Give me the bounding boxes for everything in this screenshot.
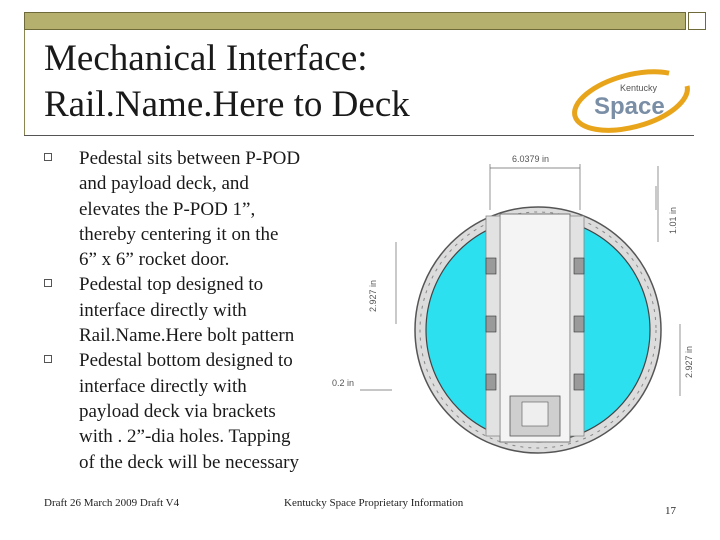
bullet-text: Pedestal sits between P-POD and payload deck, and elevates the P-POD 1”, thereby centering it on the 6” x 6” rocket door.: [79, 148, 301, 271]
logo-text-space: Space: [594, 93, 665, 120]
footer-proprietary: Kentucky Space Proprietary Information: [284, 497, 464, 509]
bullet-text: Pedestal bottom designed to interface directly with payload deck via brackets with . 2”-dia holes. Tapping of the deck will be necessary: [79, 350, 299, 473]
bullet-square-icon: [44, 279, 52, 287]
bullet-item: [44, 348, 340, 474]
mechanical-drawing: [332, 146, 694, 470]
dimension-right-top-label: 1.01 in: [668, 206, 678, 234]
logo-text-kentucky: Kentucky: [620, 83, 658, 93]
bullet-text: Pedestal top designed to interface directly with Rail.Name.Here bolt pattern: [79, 274, 295, 347]
dimension-top-label: 6.0379 in: [512, 154, 550, 164]
page-number: 17: [665, 505, 676, 517]
title-line-2: Rail.Name.Here to Deck: [44, 84, 410, 125]
title-divider: [24, 135, 694, 136]
dimension-hole-label: 0.2 in: [332, 378, 355, 388]
footer-draft-date: Draft 26 March 2009 Draft V4: [44, 497, 180, 509]
slide-title: [44, 36, 464, 128]
bullet-item: [44, 272, 340, 348]
kentucky-space-logo: [568, 70, 694, 132]
dimension-left-label: 2.927 in: [368, 279, 378, 312]
header-bar: [24, 12, 686, 30]
bullet-list: [44, 146, 340, 475]
title-line-1: Mechanical Interface:: [44, 38, 368, 79]
header-corner-square: [688, 12, 706, 30]
bullet-square-icon: [44, 355, 52, 363]
bullet-item: [44, 146, 340, 272]
dimension-right-bottom-label: 2.927 in: [684, 345, 694, 378]
bullet-square-icon: [44, 153, 52, 161]
side-accent-line: [24, 30, 25, 135]
